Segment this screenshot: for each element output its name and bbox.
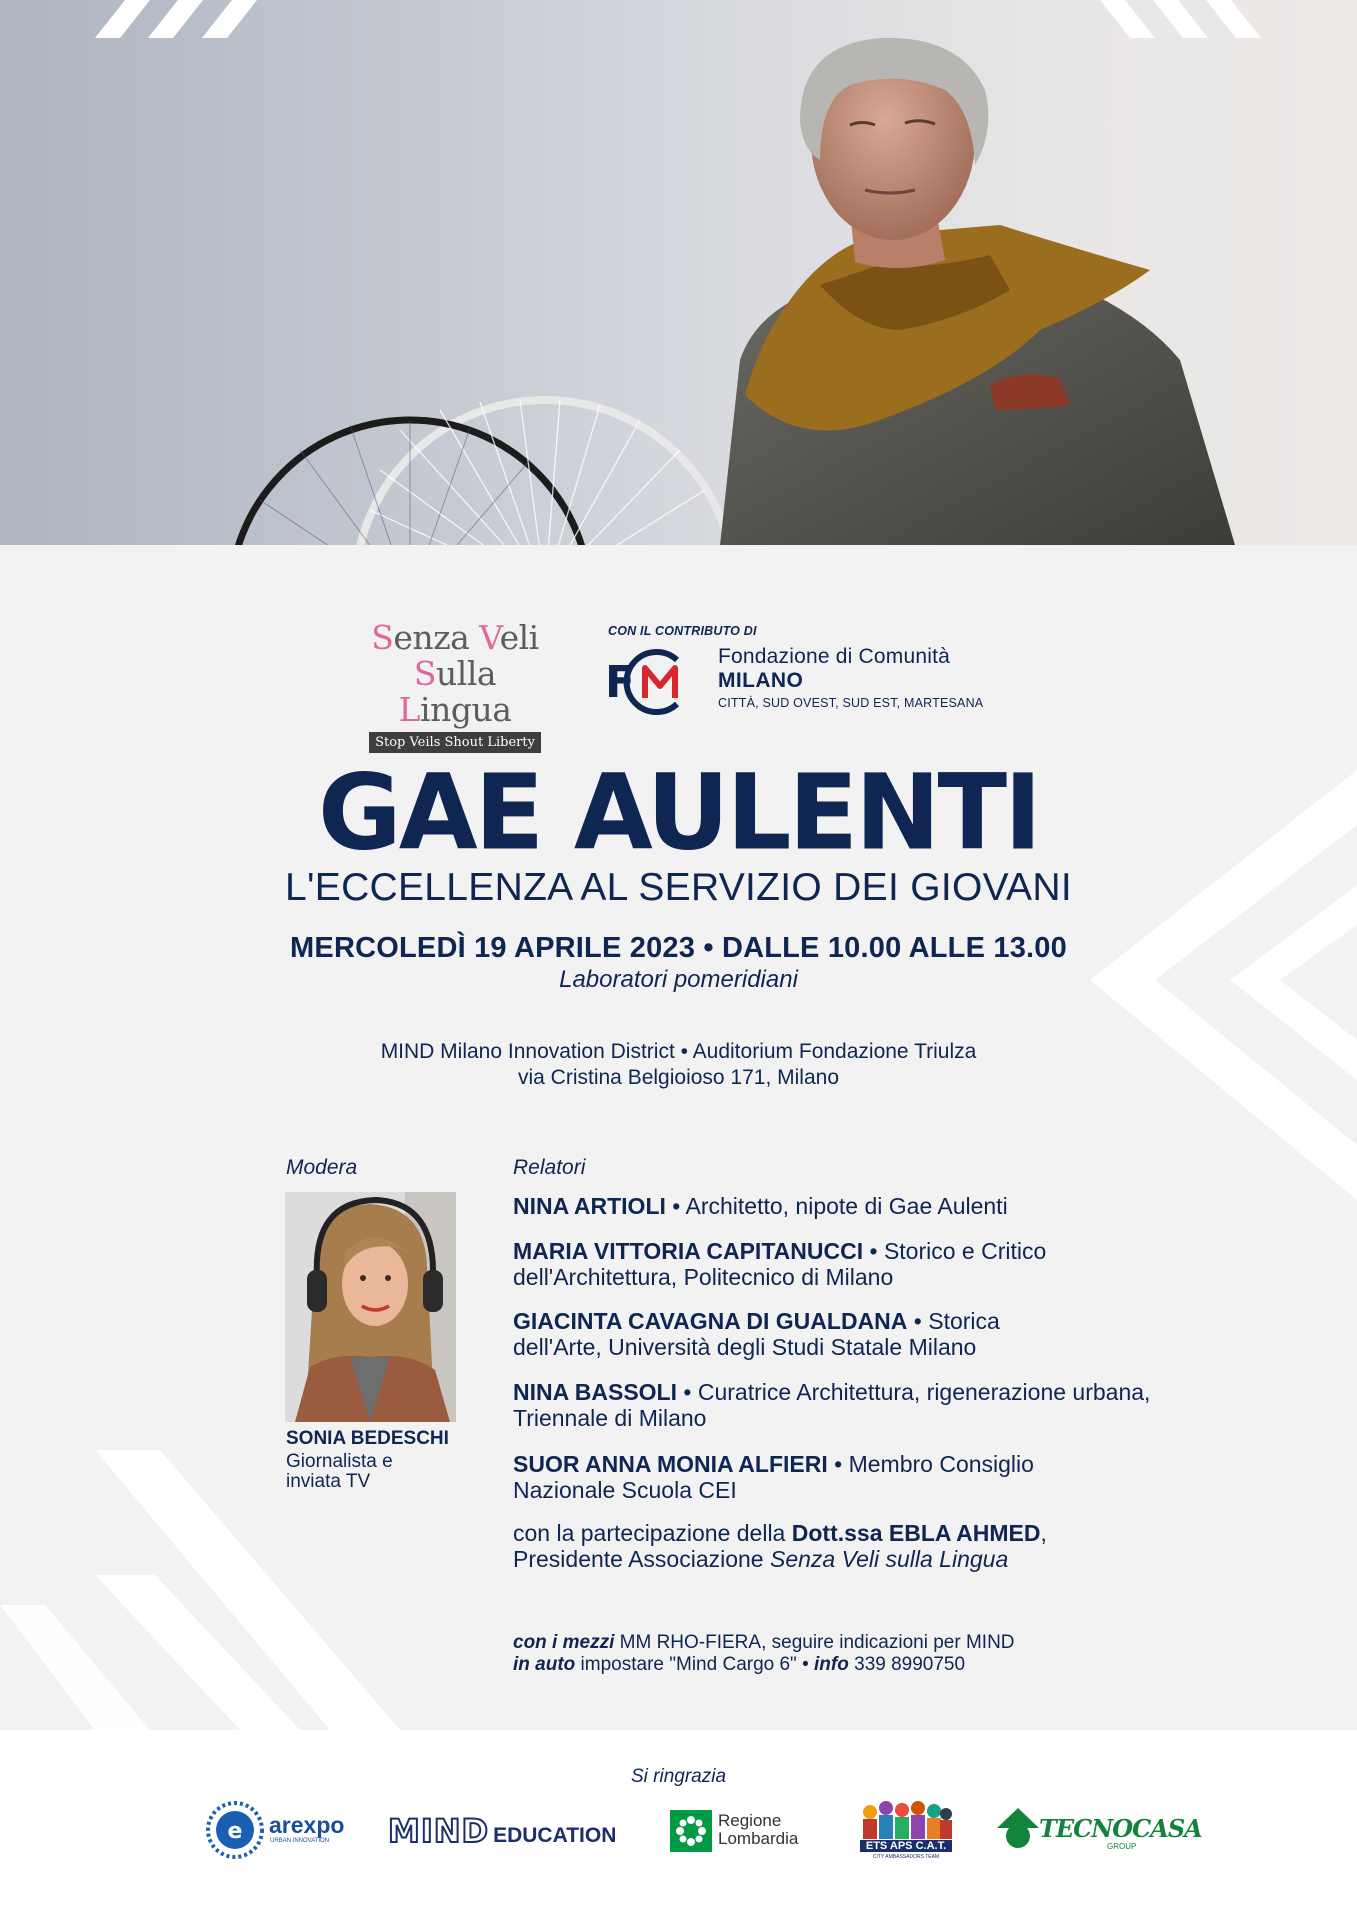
portrait-illustration bbox=[0, 0, 1357, 545]
moderator-label: Modera bbox=[286, 1156, 358, 1179]
transport-line bbox=[513, 1654, 1015, 1676]
mind-education-logo bbox=[388, 1812, 628, 1848]
separator: • bbox=[665, 1193, 686, 1219]
speaker-role: Storica dell'Arte, Università degli Studi Statale Milano bbox=[513, 1308, 1000, 1360]
speaker-name: NINA BASSOLI bbox=[513, 1379, 677, 1405]
transport-label: info bbox=[814, 1654, 849, 1675]
speaker-name: MARIA VITTORIA CAPITANUCCI bbox=[513, 1238, 864, 1264]
tecnocasa-subtext: GROUP bbox=[1107, 1842, 1137, 1851]
thanks-label: Si ringrazia bbox=[630, 1766, 727, 1787]
regione-line: Lombardia bbox=[718, 1829, 799, 1848]
hero-photo bbox=[0, 0, 1357, 545]
senza-veli-logo bbox=[365, 620, 545, 753]
moderator-portrait bbox=[285, 1192, 456, 1422]
corner-stripes bbox=[95, 0, 1261, 38]
svl-line-2 bbox=[365, 656, 545, 728]
speaker-role: Membro Consiglio Nazionale Scuola CEI bbox=[513, 1451, 1034, 1503]
venue bbox=[0, 1040, 1357, 1064]
event-title: GAE AULENTI bbox=[317, 752, 1040, 875]
mind-education-text: EDUCATION bbox=[493, 1824, 617, 1847]
mind-text: MIND bbox=[388, 1812, 490, 1850]
speaker-name: GIACINTA CAVAGNA DI GUALDANA bbox=[513, 1308, 908, 1334]
svg-text:F: F bbox=[605, 657, 636, 708]
fcm-logo-text bbox=[718, 645, 983, 710]
afternoon-labs: Laboratori pomeridiani bbox=[559, 966, 798, 993]
guest-participation bbox=[513, 1520, 1163, 1572]
svl-line-1 bbox=[365, 620, 545, 656]
event-subtitle: L'ECCELLENZA AL SERVIZIO DEI GIOVANI bbox=[285, 866, 1072, 909]
guest-intro: con la partecipazione della bbox=[513, 1520, 792, 1546]
ets-cat-logo bbox=[860, 1798, 952, 1860]
event-time: DALLE 10.00 ALLE 13.00 bbox=[721, 932, 1067, 964]
guest-role: , Presidente Associazione bbox=[513, 1520, 1054, 1572]
arexpo-logo bbox=[205, 1800, 355, 1860]
speaker-name: NINA ARTIOLI bbox=[513, 1193, 666, 1219]
speaker-role: Architetto, nipote di Gae Aulenti bbox=[685, 1193, 1008, 1219]
separator: • bbox=[863, 1238, 884, 1264]
speaker-name: SUOR ANNA MONIA ALFIERI bbox=[513, 1451, 828, 1477]
speaker-item bbox=[513, 1451, 1113, 1503]
bicycle-wheels bbox=[230, 400, 735, 545]
separator: • bbox=[695, 932, 722, 964]
transport-label: in auto bbox=[513, 1654, 576, 1675]
event-date: MERCOLEDÌ 19 APRILE 2023 bbox=[290, 932, 696, 964]
moderator-role: Giornalista e inviata TV bbox=[286, 1451, 393, 1492]
svl-initial: L bbox=[398, 690, 421, 729]
svl-text: ulla bbox=[436, 654, 497, 693]
fcm-city: MILANO bbox=[718, 669, 804, 692]
contribution-caption: CON IL CONTRIBUTO DI bbox=[608, 624, 757, 638]
transport-line bbox=[513, 1632, 1015, 1654]
arexpo-subtext: URBAN INNOVATION bbox=[270, 1838, 330, 1844]
transport-text: impostare "Mind Cargo 6" • bbox=[575, 1654, 815, 1675]
venue-district: MIND Milano Innovation District bbox=[380, 1040, 675, 1063]
transport-label: con i mezzi bbox=[513, 1632, 615, 1653]
arexpo-text: arexpo bbox=[269, 1812, 345, 1838]
speaker-item bbox=[513, 1238, 1073, 1290]
tecnocasa-text: TECNOCASA bbox=[1039, 1814, 1202, 1843]
association-name: Senza Veli sulla Lingua bbox=[770, 1546, 1009, 1572]
separator: • bbox=[827, 1451, 849, 1477]
svl-initial: S bbox=[371, 618, 394, 657]
fcm-area: CITTÀ, SUD OVEST, SUD EST, MARTESANA bbox=[718, 696, 984, 710]
svl-tagline: Stop Veils Shout Liberty bbox=[369, 732, 541, 753]
venue-auditorium: Auditorium Fondazione Triulza bbox=[692, 1040, 977, 1063]
house-icon bbox=[995, 1806, 1041, 1852]
svl-initial: V bbox=[479, 618, 500, 657]
separator: • bbox=[674, 1040, 693, 1063]
moderator-photo bbox=[285, 1192, 456, 1422]
ets-text: ETS APS C.A.T. bbox=[860, 1840, 952, 1852]
speaker-role: Storico e Critico dell'Architettura, Politecnico di Milano bbox=[513, 1238, 1047, 1290]
speaker-item bbox=[513, 1379, 1173, 1431]
event-date-time bbox=[0, 932, 1357, 965]
fcm-logo-icon bbox=[605, 642, 710, 717]
arexpo-globe-icon bbox=[205, 1800, 265, 1860]
separator: • bbox=[907, 1308, 929, 1334]
svl-text: enza bbox=[393, 618, 480, 657]
separator: • bbox=[677, 1379, 698, 1405]
regione-line: Regione bbox=[718, 1811, 782, 1830]
svl-initial: S bbox=[413, 654, 437, 693]
speaker-role: Curatrice Architettura, rigenerazione urbana, Triennale di Milano bbox=[513, 1379, 1151, 1431]
venue-address: via Cristina Belgioioso 171, Milano bbox=[518, 1066, 839, 1089]
regione-text bbox=[718, 1812, 798, 1848]
transport-text: MM RHO-FIERA, seguire indicazioni per MIND bbox=[614, 1632, 1015, 1653]
svg-text:e: e bbox=[227, 1819, 243, 1844]
regione-lombardia-logo bbox=[670, 1810, 830, 1854]
rosa-camuna-icon bbox=[670, 1810, 712, 1852]
fcm-name: Fondazione di Comunità bbox=[718, 645, 951, 668]
tecnocasa-logo bbox=[995, 1806, 1202, 1852]
svl-text: ingua bbox=[420, 690, 512, 729]
city-ambassadors-icon bbox=[860, 1798, 952, 1842]
speaker-item bbox=[513, 1308, 1093, 1360]
guest-name: Dott.ssa EBLA AHMED bbox=[791, 1520, 1041, 1546]
speaker-item bbox=[513, 1193, 1153, 1219]
speakers-label: Relatori bbox=[513, 1156, 586, 1179]
svl-text: eli bbox=[499, 618, 539, 657]
transport-text: 339 8990750 bbox=[848, 1654, 966, 1675]
moderator-name: SONIA BEDESCHI bbox=[286, 1428, 449, 1449]
transport-info bbox=[513, 1632, 1015, 1676]
ets-subtext: CITY AMBASSADORS TEAM bbox=[872, 1854, 940, 1860]
